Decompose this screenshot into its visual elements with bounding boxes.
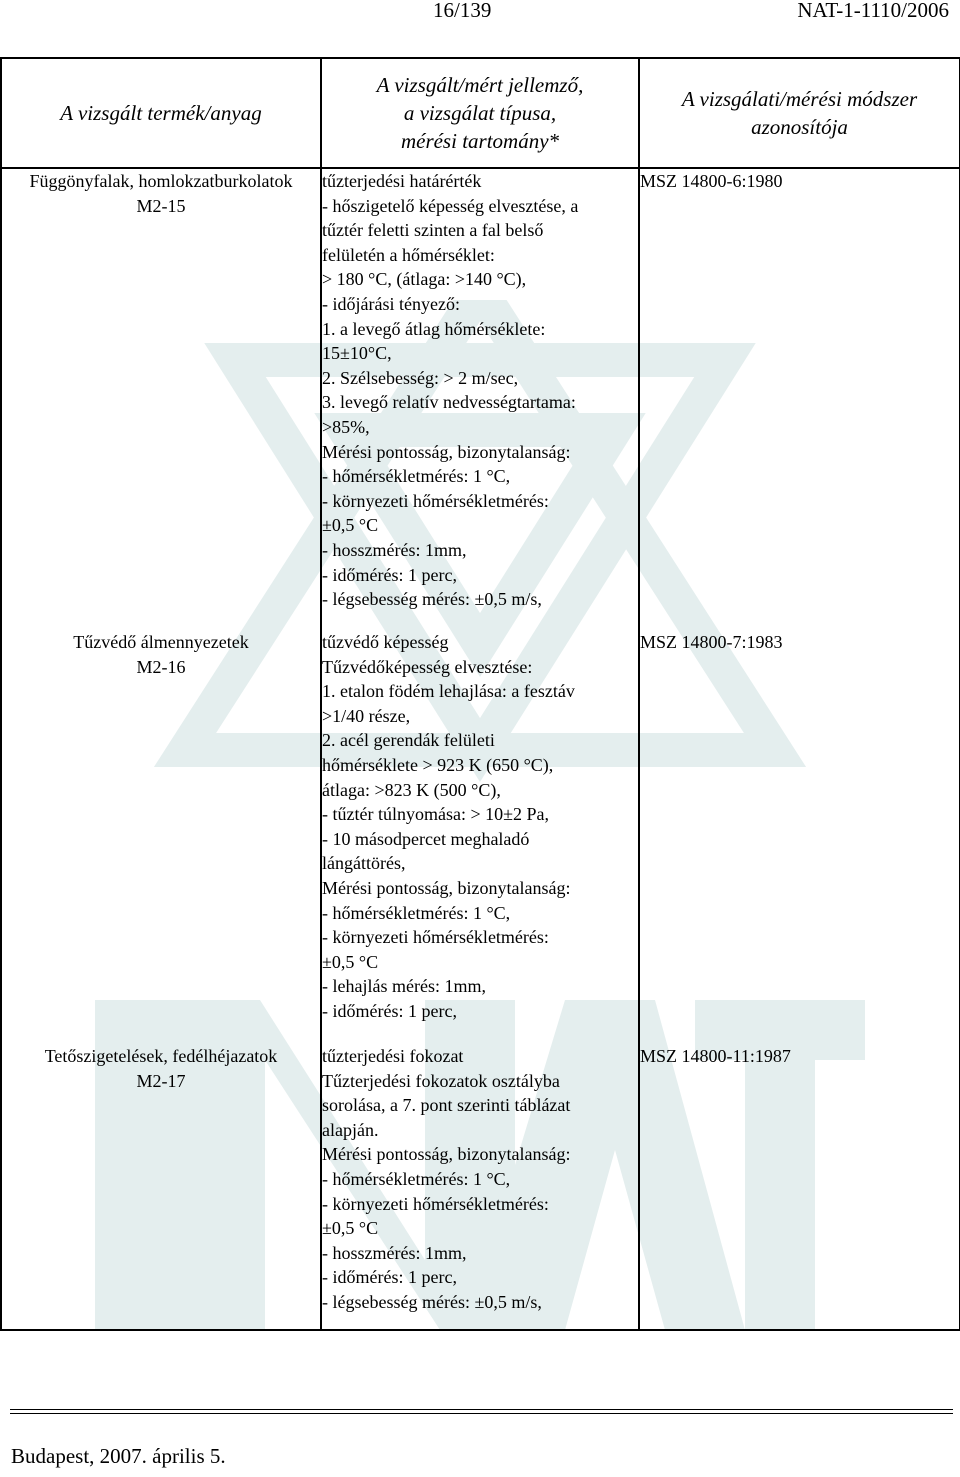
measure-line: tűzvédő képesség [322,632,449,652]
product-name: Függönyfalak, homlokzatburkolatok [29,171,293,191]
measure-line: 1. a levegő átlag hőmérséklete: [322,318,546,339]
table-row [1,1044,960,1330]
measure-line: tűztér feletti szinten a fal belső [322,220,544,241]
measure-line: Tűzvédőképesség elvesztése: [322,656,533,677]
table-header-row [1,58,960,168]
measure-line: - időmérés: 1 perc, [322,1267,457,1288]
footer-place-date: Budapest, 2007. április 5. [11,1444,226,1468]
method-cell: MSZ 14800-7:1983 [639,630,960,1044]
col3-head-line: A vizsgálati/mérési módszer [681,87,918,111]
measure-line: tűzterjedési határérték [322,171,482,191]
product-code: M2-17 [136,1070,186,1091]
measure-line: >85%, [322,416,370,437]
measure-line: ±0,5 °C [322,1218,379,1239]
col2-head-line: A vizsgált/mért jellemző, [376,73,584,97]
measure-line: ±0,5 °C [322,515,379,536]
measure-line: - környezeti hőmérsékletmérés: [322,927,549,948]
measure-line: hőmérséklete > 923 K (650 °C), [322,754,554,775]
measure-line: - hosszmérés: 1mm, [322,539,467,560]
measure-line: alapján. [322,1119,379,1140]
product-name: Tűzvédő álmennyezetek [73,632,249,652]
measure-line: - 10 másodpercet meghaladó [322,828,530,849]
measure-line: - lehajlás mérés: 1mm, [322,976,486,997]
measure-cell [321,1044,639,1330]
footer-rule-bottom [10,1413,953,1414]
measure-line: Tűzterjedési fokozatok osztályba [322,1070,560,1091]
col3-head-line: azonosítója [751,115,848,139]
page-number: 16/139 [433,0,492,22]
measure-line: - tűztér túlnyomása: > 10±2 Pa, [322,804,549,825]
measure-line: - környezeti hőmérsékletmérés: [322,1193,549,1214]
measure-line: - időjárási tényező: [322,293,460,314]
col2-head-line: a vizsgálat típusa, [403,101,557,125]
measure-line: - időmérés: 1 perc, [322,564,457,585]
measure-line: átlaga: >823 K (500 °C), [322,779,501,800]
measure-line: >1/40 része, [322,705,411,726]
product-cell [1,168,321,630]
accreditation-table [0,57,960,1331]
measure-line: - hőmérsékletmérés: 1 °C, [322,466,511,487]
measure-line: - hőmérsékletmérés: 1 °C, [322,1168,511,1189]
measure-line: Mérési pontosság, bizonytalanság: [322,441,571,462]
measure-line: - légsebesség mérés: ±0,5 m/s, [322,589,542,610]
measure-line: - hőszigetelő képesség elvesztése, a [322,195,579,216]
measure-line: 3. levegő relatív nedvességtartama: [322,392,576,413]
product-code: M2-15 [136,195,186,216]
measure-cell [321,168,639,630]
product-name: Tetőszigetelések, fedélhéjazatok [44,1046,278,1066]
document-id: NAT-1-1110/2006 [797,0,949,22]
measure-line: Mérési pontosság, bizonytalanság: [322,1144,571,1165]
table-row [1,630,960,1044]
measure-cell [321,630,639,1044]
measure-line: - időmérés: 1 perc, [322,1000,457,1021]
measure-line: 1. etalon födém lehajlása: a fesztáv [322,681,575,702]
measure-line: - hőmérsékletmérés: 1 °C, [322,902,511,923]
method-cell: MSZ 14800-6:1980 [639,168,960,630]
measure-line: ±0,5 °C [322,951,379,972]
measure-line: lángáttörés, [322,853,406,874]
measure-line: - légsebesség mérés: ±0,5 m/s, [322,1291,542,1312]
method-cell: MSZ 14800-11:1987 [639,1044,960,1330]
col-header-measured-property [321,58,639,168]
footer-rule-top [10,1409,953,1410]
product-cell [1,630,321,1044]
measure-line: - hosszmérés: 1mm, [322,1242,467,1263]
col-header-method-id [639,58,960,168]
measure-line: 15±10°C, [322,343,392,364]
measure-line: 2. acél gerendák felületi [322,730,495,751]
col-header-product: A vizsgált termék/anyag [1,58,321,168]
measure-line: 2. Szélsebesség: > 2 m/sec, [322,367,519,388]
table-row [1,168,960,630]
measure-line: Mérési pontosság, bizonytalanság: [322,877,571,898]
measure-line: > 180 °C, (átlaga: >140 °C), [322,269,527,290]
col2-head-line: mérési tartomány* [400,129,560,153]
measure-line: - környezeti hőmérsékletmérés: [322,490,549,511]
measure-line: sorolása, a 7. pont szerinti táblázat [322,1095,571,1116]
product-cell [1,1044,321,1330]
product-code: M2-16 [136,656,186,677]
measure-line: felületén a hőmérséklet: [322,244,495,265]
measure-line: tűzterjedési fokozat [322,1046,464,1066]
